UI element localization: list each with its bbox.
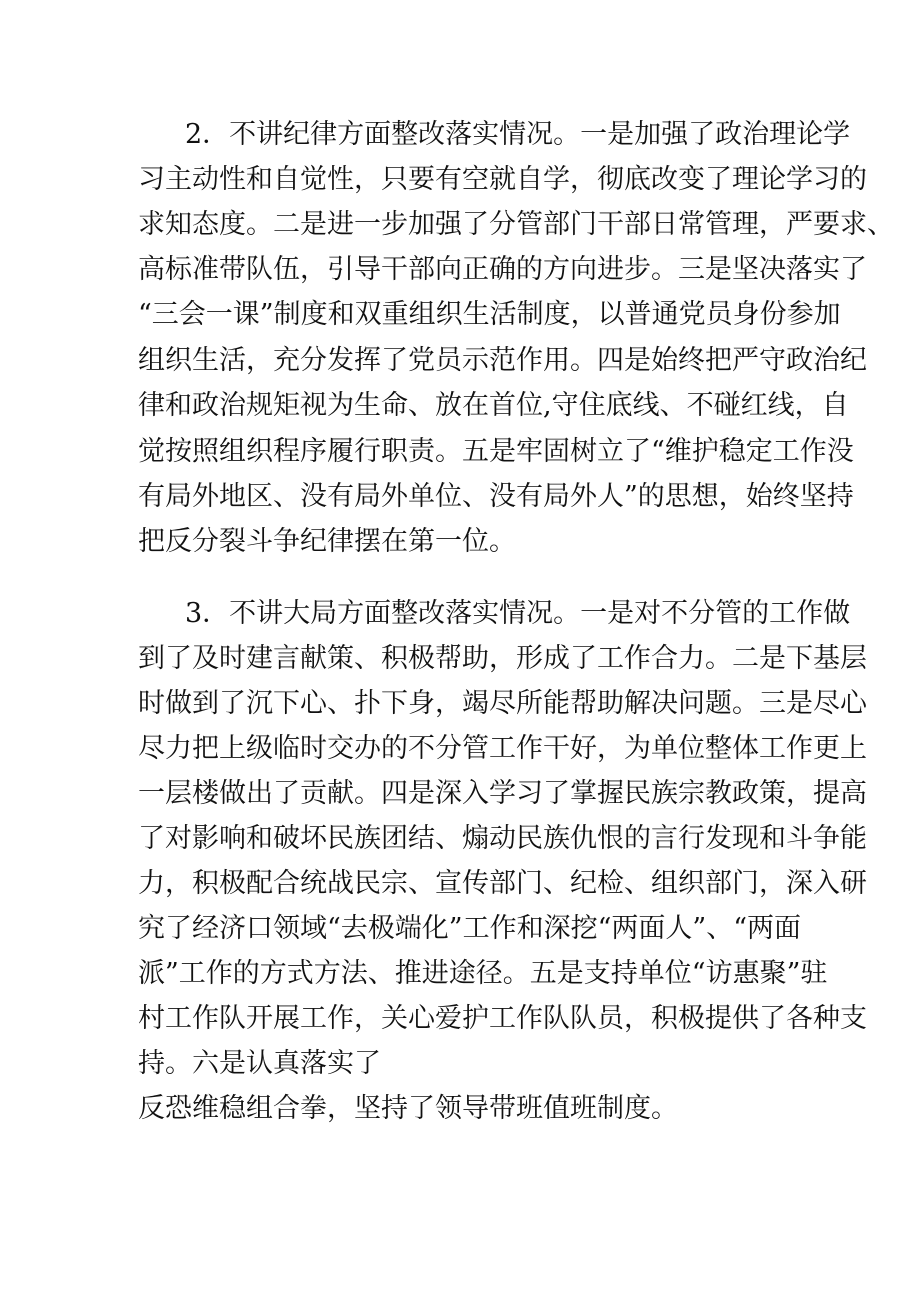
paragraph-3-line-5: 一层楼做出了贡献。四是深入学习了掌握民族宗教政策，提高 xyxy=(138,778,867,809)
paragraph-2-line-6: 组织生活，充分发挥了党员示范作用。四是始终把严守政治纪 xyxy=(138,345,867,376)
paragraph-3-line-3: 时做到了沉下心、扑下身，竭尽所能帮助解决问题。三是尽心 xyxy=(138,688,867,719)
paragraph-3-line-12: 反恐维稳组合拳，坚持了领导带班值班制度。 xyxy=(138,1093,678,1124)
paragraph-3-line-2: 到了及时建言献策、积极帮助，形成了工作合力。二是下基层 xyxy=(138,643,867,674)
paragraph-3-line-4: 尽力把上级临时交办的不分管工作干好，为单位整体工作更上 xyxy=(138,733,867,764)
paragraph-2-line-2: 习主动性和自觉性，只要有空就自学，彻底改变了理论学习的 xyxy=(138,164,867,195)
paragraph-2-line-9: 有局外地区、没有局外单位、没有局外人”的思想，始终坚持 xyxy=(138,481,854,512)
paragraph-3-line-9: 派”工作的方式方法、推进途径。五是支持单位“访惠聚”驻 xyxy=(138,958,828,989)
paragraph-3-line-6: 了对影响和破坏民族团结、煽动民族仇恨的言行发现和斗争能 xyxy=(138,823,867,854)
paragraph-3-line-8: 究了经济口领域“去极端化”工作和深挖“两面人”、“两面 xyxy=(138,913,802,944)
paragraph-3-line-11: 持。六是认真落实了 xyxy=(138,1048,381,1079)
paragraph-2-line-1: 2．不讲纪律方面整改落实情况。一是加强了政治理论学 xyxy=(185,119,851,150)
paragraph-3-line-7: 力，积极配合统战民宗、宣传部门、纪检、组织部门，深入研 xyxy=(138,868,867,899)
paragraph-2-line-8: 觉按照组织程序履行职责。五是牢固树立了“维护稳定工作没 xyxy=(138,436,854,467)
paragraph-2-line-5: “三会一课”制度和双重组织生活制度，以普通党员身份参加 xyxy=(138,299,841,330)
paragraph-2-line-7: 律和政治规矩视为生命、放在首位,守住底线、不碰红线，自 xyxy=(138,390,849,421)
paragraph-2-line-3: 求知态度。二是进一步加强了分管部门干部日常管理，严要求、 xyxy=(138,209,894,240)
paragraph-3-line-1: 3．不讲大局方面整改落实情况。一是对不分管的工作做 xyxy=(185,598,851,629)
paragraph-3-line-10: 村工作队开展工作，关心爱护工作队队员，积极提供了各种支 xyxy=(138,1003,867,1034)
paragraph-2-line-10: 把反分裂斗争纪律摆在第一位。 xyxy=(138,526,516,557)
paragraph-2-line-4: 高标准带队伍，引导干部向正确的方向进步。三是坚决落实了 xyxy=(138,254,867,285)
